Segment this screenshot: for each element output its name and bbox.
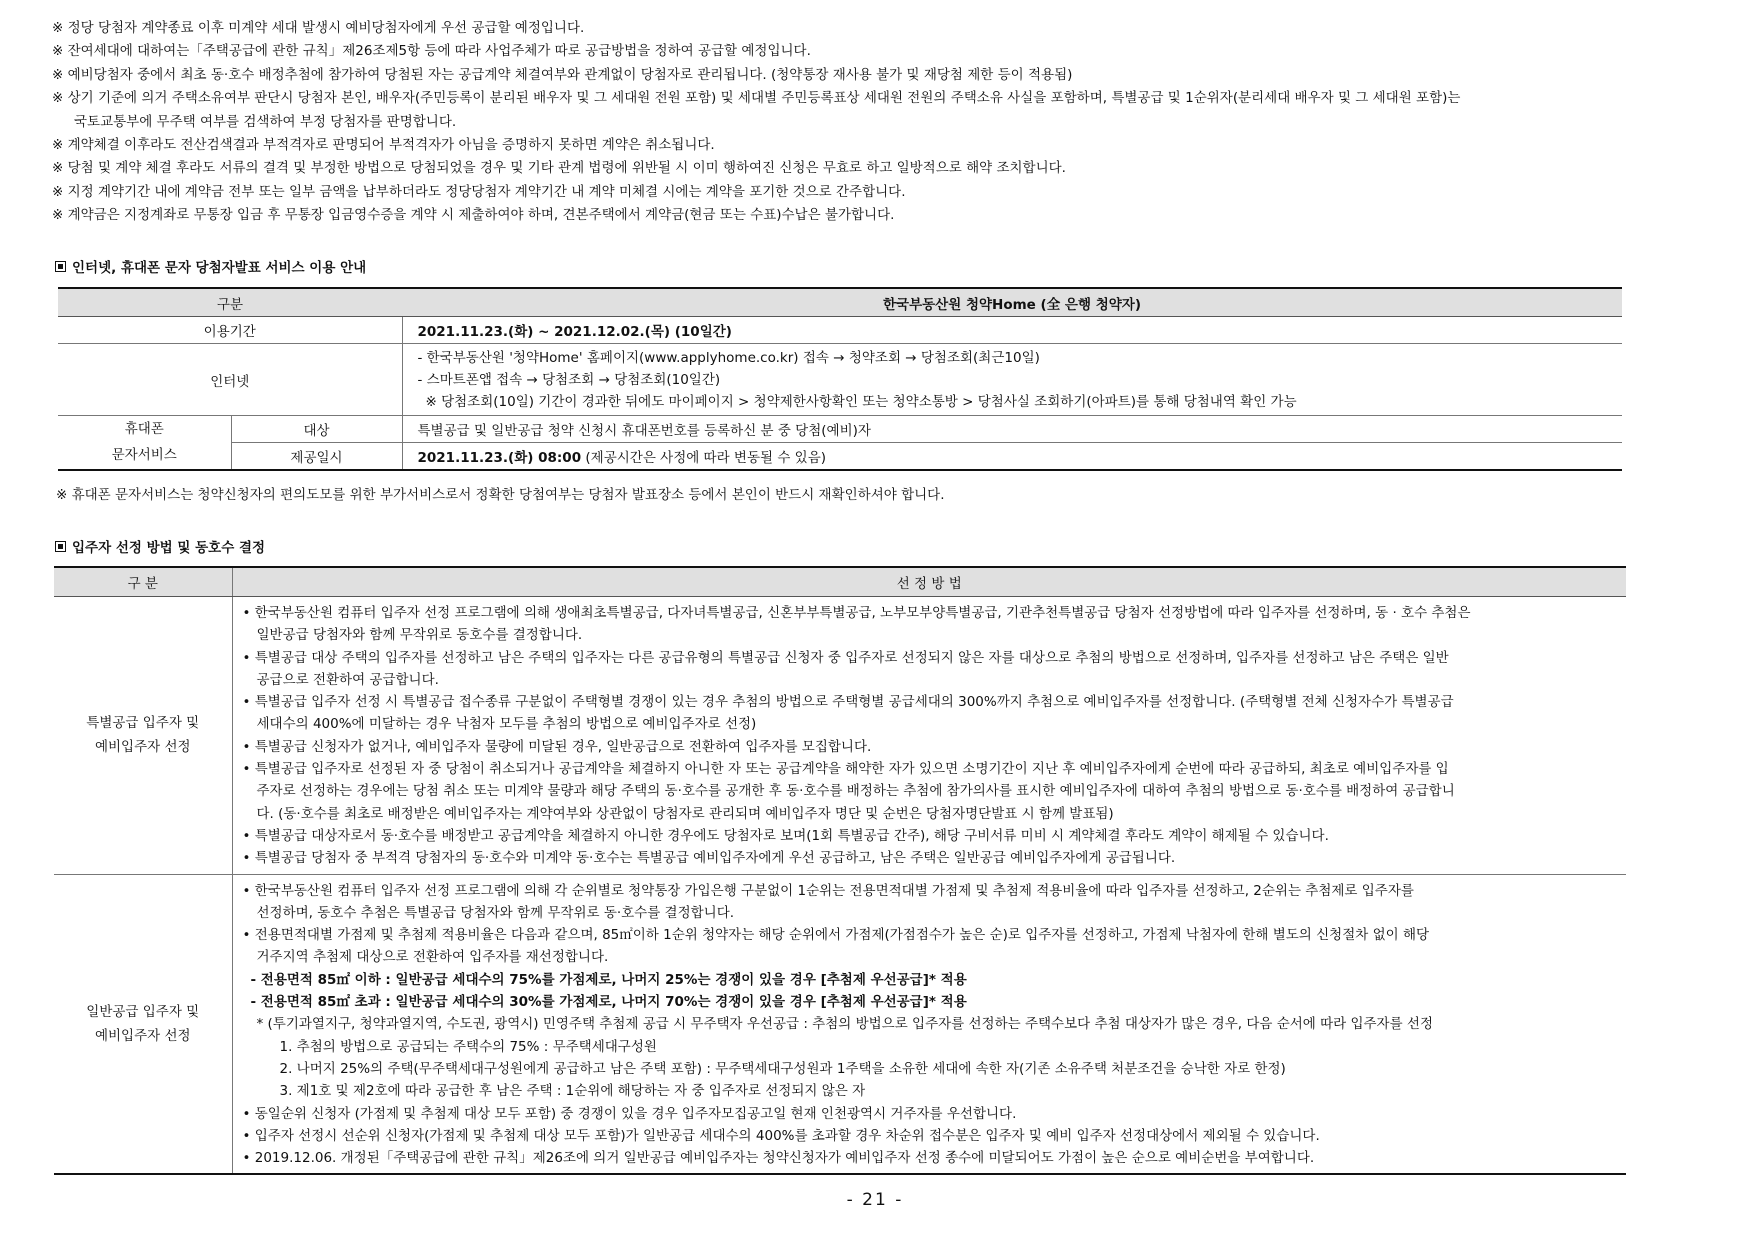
internet-value <box>402 344 1622 416</box>
special-supply-method <box>232 597 1626 875</box>
method-line: 1. 추첨의 방법으로 공급되는 주택수의 75% : 무주택세대구성원 <box>279 1038 657 1055</box>
table-row <box>58 317 1622 344</box>
date-label: 제공일시 <box>231 443 402 470</box>
header-category: 구분 <box>58 288 402 317</box>
table-row <box>54 597 1626 875</box>
date-note: (제공시간은 사정에 따라 변동될 수 있음) <box>581 449 827 466</box>
method-line: • 입주자 선정시 선순위 신청자(가점제 및 추첨제 대상 모두 포함)가 일반공급 세대수의 400%를 초과할 경우 차순위 접수분은 입주자 및 예비 입주자 선정대상에서 제외될 수 있습니다. <box>242 1127 1320 1144</box>
date-bold: 2021.11.23.(화) 08:00 <box>417 449 582 466</box>
notice-line: ※ 상기 기준에 의거 주택소유여부 판단시 당첨자 본인, 배우자(주민등록이 분리된 배우자 및 그 세대원 전원 포함) 및 세대별 주민등록표상 세대원 전원의 주택소유 사실을 포함하며, 특별공급 및 1순위자(분리세대 배우자 및 그 세대원 포함)는 <box>52 90 1461 107</box>
table-header-row <box>58 288 1622 317</box>
section-title-text: 인터넷, 휴대폰 문자 당첨자발표 서비스 이용 안내 <box>72 260 367 276</box>
method-line: • 전용면적대별 가점제 및 추첨제 적용비율은 다음과 같으며, 85㎡이하 1순위 청약자는 해당 순위에서 가점제(가점점수가 높은 순)로 입주자를 선정하고, 가점제 낙첨자에 한해 별도의 신청절차 없이 해당 <box>242 927 1430 944</box>
method-line: 주자로 선정하는 경우에는 당첨 취소 또는 미계약 물량과 해당 주택의 동·호수를 공개한 후 동·호수를 배정하는 추첨에 참가의사를 표시한 예비입주자에 대하여 추첨의 방법으로 동·호수를 배정하여 공급합니 <box>256 783 1455 800</box>
section-title-selection <box>55 536 265 556</box>
notice-line: ※ 정당 당첨자 계약종료 이후 미계약 세대 발생시 예비당첨자에게 우선 공급할 예정입니다. <box>52 20 585 36</box>
label-line: 예비입주자 선정 <box>94 739 191 756</box>
date-value <box>402 443 1622 470</box>
period-label: 이용기간 <box>58 317 402 344</box>
target-label: 대상 <box>231 416 402 443</box>
header-applyhome: 한국부동산원 청약Home (全 은행 청약자) <box>402 288 1622 317</box>
method-line: • 특별공급 대상자로서 동·호수를 배정받고 공급계약을 체결하지 아니한 경우에도 당첨자로 보며(1회 특별공급 간주), 해당 구비서류 미비 시 계약체결 후라도 계약이 해제될 수 있습니다. <box>242 827 1329 844</box>
header-category: 구 분 <box>54 567 232 597</box>
sms-label <box>58 416 231 470</box>
method-line: 2. 나머지 25%의 주택(무주택세대구성원에게 공급하고 남은 주택 포함) : 무주택세대구성원과 1주택을 소유한 세대에 속한 자(기존 소유주택 처분조건을 승낙한 자로 한정) <box>279 1060 1286 1077</box>
table-row <box>54 874 1626 1174</box>
internet-line: ※ 당첨조회(10일) 기간이 경과한 뒤에도 마이페이지 > 청약제한사항확인 또는 청약소통방 > 당첨사실 조회하기(아파트)를 통해 당첨내역 확인 가능 <box>425 393 1297 410</box>
sms-footnote: ※ 휴대폰 문자서비스는 청약신청자의 편의도모를 위한 부가서비스로서 정확한 당첨여부는 당첨자 발표장소 등에서 본인이 반드시 재확인하셔야 합니다. <box>56 487 945 503</box>
selection-method-table <box>54 566 1626 1175</box>
notice-line: ※ 지정 계약기간 내에 계약금 전부 또는 일부 금액을 납부하더라도 정당당첨자 계약기간 내 계약 미체결 시에는 계약을 포기한 것으로 간주합니다. <box>52 183 906 200</box>
method-line: • 2019.12.06. 개정된「주택공급에 관한 규칙」제26조에 의거 일반공급 예비입주자는 청약신청자가 예비입주자 선정 종수에 미달되어도 가점이 높은 순으로 예비순번을 부여합니다. <box>242 1150 1315 1167</box>
method-line: 선정하며, 동호수 추첨은 특별공급 당첨자와 함께 무작위로 동·호수를 결정합니다. <box>256 904 735 921</box>
method-line: 다. (동·호수를 최초로 배정받은 예비입주자는 계약여부와 상관없이 당첨자로 관리되며 예비입주자 명단 및 순번은 당첨자명단발표 시 함께 발표됨) <box>256 805 1114 822</box>
method-line: 공급으로 전환하여 공급합니다. <box>256 671 439 688</box>
label-line: 일반공급 입주자 및 <box>86 1003 200 1020</box>
general-supply-label <box>54 874 232 1174</box>
table-row <box>58 443 1622 470</box>
notice-line: ※ 계약체결 이후라도 전산검색결과 부적격자로 판명되어 부적격자가 아님을 증명하지 못하면 계약은 취소됩니다. <box>52 137 715 154</box>
internet-line: - 스마트폰앱 접속 → 당첨조회 → 당첨조회(10일간) <box>417 371 721 388</box>
method-line: 일반공급 당첨자와 함께 무작위로 동호수를 결정합니다. <box>256 627 583 644</box>
header-method: 선 정 방 법 <box>232 567 1626 597</box>
method-line: • 특별공급 신청자가 없거나, 예비입주자 물량에 미달된 경우, 일반공급으로 전환하여 입주자를 모집합니다. <box>242 738 872 755</box>
method-line: • 특별공급 입주자로 선정된 자 중 당첨이 취소되거나 공급계약을 체결하지 아니한 자 또는 공급계약을 해약한 자가 있으면 소명기간이 지난 후 예비입주자에게 순번에 따라 공급하되, 최초로 예비입주자를 입 <box>242 761 1449 778</box>
method-line: • 특별공급 당첨자 중 부적격 당첨자의 동·호수와 미계약 동·호수는 특별공급 예비입주자에게 우선 공급하고, 남은 주택은 일반공급 예비입주자에게 공급됩니다. <box>242 850 1176 867</box>
label-line: 예비입주자 선정 <box>94 1027 191 1044</box>
method-line: - 전용면적 85㎡ 초과 : 일반공급 세대수의 30%를 가점제로, 나머지 70%는 경쟁이 있을 경우 [추첨제 우선공급]* 적용 <box>250 994 967 1011</box>
internet-line: - 한국부동산원 '청약Home' 홈페이지(www.applyhome.co.kr) 접속 → 청약조회 → 당첨조회(최근10일) <box>417 349 1040 366</box>
sms-label-line: 휴대폰 <box>124 421 164 438</box>
section-title-announcement <box>55 256 366 276</box>
table-header-row <box>54 567 1626 597</box>
sms-label-line: 문자서비스 <box>111 447 177 464</box>
method-line: • 특별공급 대상 주택의 입주자를 선정하고 남은 주택의 입주자는 다른 공급유형의 특별공급 신청자 중 입주자로 선정되지 않은 자를 대상으로 추첨의 방법으로 선정하며, 입주자를 선정하고 남은 주택은 일반 <box>242 649 1449 666</box>
method-line: 거주지역 추첨제 대상으로 전환하여 입주자를 재선정합니다. <box>256 949 609 966</box>
method-line: • 한국부동산원 컴퓨터 입주자 선정 프로그램에 의해 각 순위별로 청약통장 가입은행 구분없이 1순위는 전용면적대별 가점제 및 추첨제 적용비율에 따라 입주자를 선정하고, 2순위는 추첨제로 입주자를 <box>242 882 1414 899</box>
period-value: 2021.11.23.(화) ~ 2021.12.02.(목) (10일간) <box>402 317 1622 344</box>
notice-list <box>52 17 1652 228</box>
announcement-service-table <box>58 287 1622 471</box>
page-number: - 21 - <box>846 1190 904 1210</box>
method-line: * (투기과열지구, 청약과열지역, 수도권, 광역시) 민영주택 추첨제 공급 시 무주택자 우선공급 : 추첨의 방법으로 입주자를 선정하는 주택수보다 추첨 대상자가 많은 경우, 다음 순서에 따라 입주자를 선정 <box>256 1016 1434 1033</box>
method-line: • 한국부동산원 컴퓨터 입주자 선정 프로그램에 의해 생애최초특별공급, 다자녀특별공급, 신혼부부특별공급, 노부모부양특별공급, 기관추천특별공급 당첨자 선정방법에 따라 입주자를 선정하며, 동 · 호수 추첨은 <box>242 605 1471 621</box>
method-line: 세대수의 400%에 미달하는 경우 낙첨자 모두를 추첨의 방법으로 예비입주자로 선정) <box>256 716 757 733</box>
special-supply-label <box>54 597 232 875</box>
square-bullet-icon <box>55 541 66 552</box>
notice-line: ※ 당첨 및 계약 체결 후라도 서류의 결격 및 부정한 방법으로 당첨되었을 경우 및 기타 관계 법령에 위반될 시 이미 행하여진 신청은 무효로 하고 일방적으로 해약 조치합니다. <box>52 160 1066 177</box>
notice-line: ※ 계약금은 지정계좌로 무통장 입금 후 무통장 입금영수증을 계약 시 제출하여야 하며, 견본주택에서 계약금(현금 또는 수표)수납은 불가합니다. <box>52 207 895 224</box>
notice-line: ※ 예비당첨자 중에서 최초 동·호수 배정추첨에 참가하여 당첨된 자는 공급계약 체결여부와 관계없이 당첨자로 관리됩니다. (청약통장 재사용 불가 및 재당첨 제한 등이 적용됨) <box>52 66 1073 83</box>
general-supply-method <box>232 874 1626 1174</box>
notice-line: 국토교통부에 무주택 여부를 검색하여 부정 당첨자를 판명합니다. <box>74 113 457 130</box>
method-line: - 전용면적 85㎡ 이하 : 일반공급 세대수의 75%를 가점제로, 나머지 25%는 경쟁이 있을 경우 [추첨제 우선공급]* 적용 <box>250 971 967 988</box>
method-line: • 동일순위 신청자 (가점제 및 추첨제 대상 모두 포함) 중 경쟁이 있을 경우 입주자모집공고일 현재 인천광역시 거주자를 우선합니다. <box>242 1105 1017 1122</box>
method-line: 3. 제1호 및 제2호에 따라 공급한 후 남은 주택 : 1순위에 해당하는 자 중 입주자로 선정되지 않은 자 <box>279 1083 866 1100</box>
table-row <box>58 416 1622 443</box>
target-value: 특별공급 및 일반공급 청약 신청시 휴대폰번호를 등록하신 분 중 당첨(예비)자 <box>402 416 1622 443</box>
square-bullet-icon <box>55 261 66 272</box>
internet-label: 인터넷 <box>58 344 402 416</box>
table-row <box>58 344 1622 416</box>
notice-line: ※ 잔여세대에 대하여는「주택공급에 관한 규칙」제26조제5항 등에 따라 사업주체가 따로 공급방법을 정하여 공급할 예정입니다. <box>52 43 811 60</box>
section-title-text: 입주자 선정 방법 및 동호수 결정 <box>72 540 266 556</box>
label-line: 특별공급 입주자 및 <box>86 715 200 732</box>
method-line: • 특별공급 입주자 선정 시 특별공급 접수종류 구분없이 주택형별 경쟁이 있는 경우 추첨의 방법으로 주택형별 공급세대의 300%까지 추첨으로 예비입주자를 선정합니다. (주택형별 전체 신청자수가 특별공급 <box>242 694 1454 711</box>
